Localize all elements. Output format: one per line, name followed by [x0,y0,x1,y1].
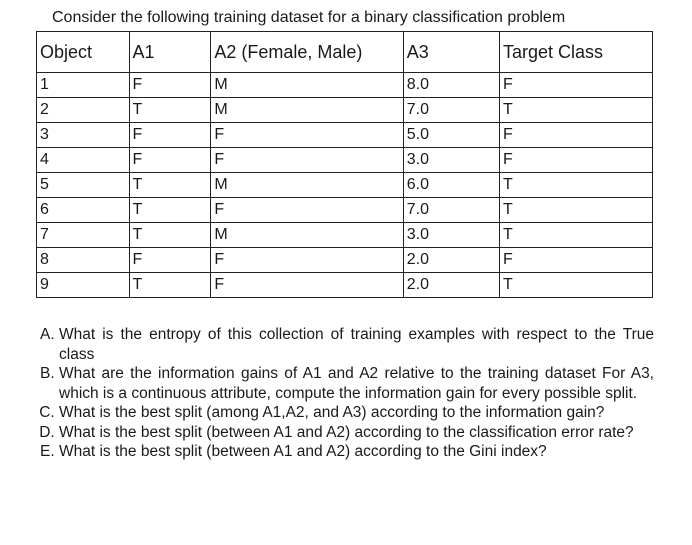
cell-a2: M [211,98,403,123]
question-list [36,325,654,462]
cell-a1: T [129,223,211,248]
cell-a3: 6.0 [403,173,499,198]
cell-target-class: F [499,148,652,173]
cell-a3: 7.0 [403,98,499,123]
header-a1: A1 [129,32,211,73]
cell-a2: M [211,73,403,98]
table-row [37,148,653,173]
table-row [37,198,653,223]
cell-a2: F [211,123,403,148]
cell-object: 3 [37,123,130,148]
table-row [37,223,653,248]
header-object: Object [37,32,130,73]
cell-a1: T [129,198,211,223]
cell-target-class: T [499,98,652,123]
cell-target-class: T [499,173,652,198]
cell-target-class: T [499,273,652,298]
table-row [37,173,653,198]
cell-object: 7 [37,223,130,248]
cell-a2: F [211,198,403,223]
cell-object: 9 [37,273,130,298]
training-dataset-table [36,31,653,298]
cell-a1: F [129,123,211,148]
question-d: D. What is the best split (between A1 and A2) according to the classification error rate? [59,423,654,443]
cell-a3: 2.0 [403,248,499,273]
header-target-class: Target Class [499,32,652,73]
cell-object: 4 [37,148,130,173]
cell-a3: 7.0 [403,198,499,223]
cell-target-class: F [499,248,652,273]
cell-a1: T [129,273,211,298]
problem-title: Consider the following training dataset for a binary classification problem [52,9,566,26]
cell-a3: 3.0 [403,148,499,173]
table-row [37,73,653,98]
cell-a2: M [211,173,403,198]
question-b: B. What are the information gains of A1 and A2 relative to the training dataset For A3, which is a continuous attribute, compute the information gain for every possible split. [59,364,654,403]
question-c: C. What is the best split (among A1,A2, and A3) according to the information gain? [59,403,654,423]
table-row [37,273,653,298]
table-row [37,123,653,148]
cell-a1: F [129,73,211,98]
table-row [37,98,653,123]
header-a2: A2 (Female, Male) [211,32,403,73]
cell-target-class: T [499,223,652,248]
cell-a2: F [211,248,403,273]
cell-a2: F [211,148,403,173]
cell-object: 1 [37,73,130,98]
cell-a2: M [211,223,403,248]
question-a: A. What is the entropy of this collection of training examples with respect to the True class [59,325,654,364]
question-e: E. What is the best split (between A1 and A2) according to the Gini index? [59,442,654,462]
cell-a1: T [129,98,211,123]
cell-a1: F [129,248,211,273]
cell-object: 2 [37,98,130,123]
cell-object: 8 [37,248,130,273]
cell-a3: 2.0 [403,273,499,298]
cell-a3: 5.0 [403,123,499,148]
cell-a3: 8.0 [403,73,499,98]
header-a3: A3 [403,32,499,73]
cell-a1: T [129,173,211,198]
table-row [37,248,653,273]
cell-target-class: T [499,198,652,223]
cell-object: 6 [37,198,130,223]
cell-target-class: F [499,123,652,148]
cell-object: 5 [37,173,130,198]
cell-a1: F [129,148,211,173]
table-header-row [37,32,653,73]
cell-target-class: F [499,73,652,98]
cell-a2: F [211,273,403,298]
cell-a3: 3.0 [403,223,499,248]
